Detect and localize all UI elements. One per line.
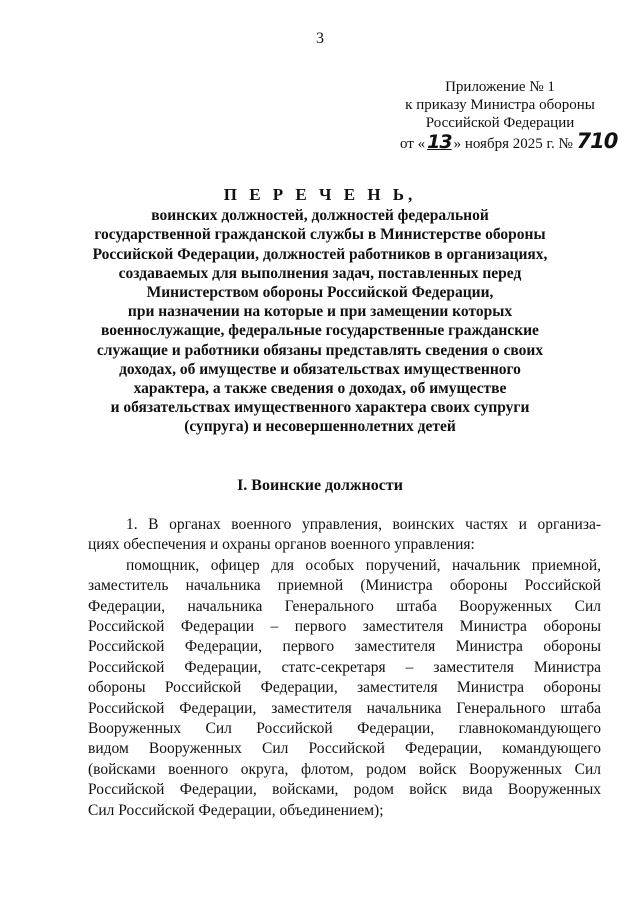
paragraph-2-line: Вооруженных Сил Российской Федерации, главнокомандующего bbox=[88, 720, 601, 738]
heading-line: характера, а также сведения о доходах, об имуществе bbox=[133, 380, 507, 398]
page-number: 3 bbox=[316, 30, 324, 47]
paragraph-2-line: (войсками военного округа, флотом, родом войск Вооруженных Сил bbox=[88, 760, 601, 778]
paragraph-2-line: видом Вооруженных Сил Российской Федерации, командующего bbox=[88, 740, 601, 758]
paragraph-2-line: Федерации, начальника Генерального штаба Вооруженных Сил bbox=[88, 597, 601, 615]
paragraph-2-line: заместитель начальника приемной (Министра обороны Российской bbox=[88, 577, 601, 595]
paragraph-2-line: помощник, офицер для особых поручений, начальник приемной, bbox=[126, 556, 601, 574]
paragraph-2-line: обороны Российской Федерации, заместителя Министра обороны bbox=[88, 679, 601, 697]
date-day-handwritten: 13 bbox=[427, 131, 452, 153]
heading-line: государственной гражданской службы в Министерстве обороны bbox=[94, 226, 546, 244]
appendix-line-3: Российской Федерации bbox=[425, 115, 575, 131]
paragraph-1-line: 1. В органах военного управления, воинских частях и организа- bbox=[126, 516, 601, 533]
paragraph-2-line: Российской Федерации – первого заместителя Министра обороны bbox=[88, 618, 601, 636]
paragraph-2-line: Российской Федерации, первого заместителя Министра обороны bbox=[88, 638, 601, 656]
heading-line: военнослужащие, федеральные государственные гражданские bbox=[101, 322, 539, 340]
paragraph-2-line: Российской Федерации, заместителя начальника Генерального штаба bbox=[88, 699, 601, 717]
heading-line: создаваемых для выполнения задач, поставленных перед bbox=[118, 264, 522, 282]
document-title: П Е Р Е Ч Е Н Ь, bbox=[223, 185, 417, 204]
heading-line: воинских должностей, должностей федеральной bbox=[151, 207, 489, 225]
date-prefix: от « bbox=[400, 136, 426, 152]
heading-line: Министерством обороны Российской Федерации, bbox=[146, 284, 494, 302]
heading-line: и обязательствах имущественного характера своих супруги bbox=[110, 399, 530, 417]
paragraph-2-line: Российской Федерации, статс-секретаря – заместителя Министра bbox=[88, 658, 601, 676]
body-text bbox=[88, 515, 601, 821]
appendix-line-1: Приложение № 1 bbox=[445, 79, 555, 95]
document-heading bbox=[40, 185, 600, 437]
heading-line: доходах, об имуществе и обязательствах имущественного bbox=[119, 360, 521, 378]
heading-line: служащие и работники обязаны представлять сведения о своих bbox=[96, 341, 544, 359]
heading-line: (супруга) и несовершеннолетних детей bbox=[184, 418, 456, 436]
heading-line: Российской Федерации, должностей работников в организациях, bbox=[92, 245, 548, 263]
date-mid: » ноября 2025 г. № bbox=[453, 136, 573, 152]
heading-line: при назначении на которые и при замещении которых bbox=[127, 303, 513, 321]
order-number-handwritten: 710 bbox=[576, 129, 618, 153]
paragraph-2-line: Российской Федерации, войсками, родом войск вида Вооруженных bbox=[88, 781, 601, 799]
appendix-block bbox=[380, 78, 620, 153]
paragraph-1-line: циях обеспечения и охраны органов военного управления: bbox=[88, 536, 475, 554]
paragraph-2-line: Сил Российской Федерации, объединением); bbox=[88, 801, 384, 819]
appendix-line-2: к приказу Министра обороны bbox=[405, 97, 595, 113]
section-title: I. Воинские должности bbox=[237, 477, 403, 494]
appendix-date-line bbox=[380, 129, 620, 153]
